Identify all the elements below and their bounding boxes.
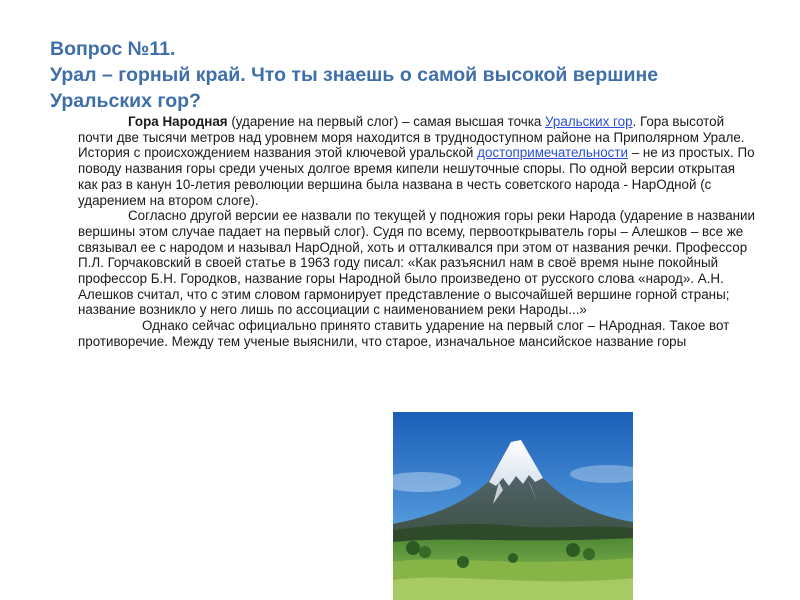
title-line-1: Вопрос №11. [50,38,176,60]
paragraph-3-text: Однако сейчас официально принято ставить ударение на первый слог – НАродная. Такое вот противоречие. Между тем ученые выяснили, что старое, изначальное мансийское название горы [78,318,730,349]
paragraph-1 [78,114,758,208]
link-landmark[interactable]: достопримечательности [477,145,628,161]
paragraph-2 [78,208,758,318]
title-line-2: Урал – горный край. Что ты знаешь о самой высокой вершине [50,64,659,86]
mountain-name: Гора Народная [128,114,228,129]
paragraph-1-text-b: . Гора высотой почти две тысячи метров над уровнем моря находится в труднодоступном районе на Приполярном Урале. История с происхождением названия этой ключевой уральской [78,114,745,161]
slide-title [50,36,770,114]
link-ural-mountains[interactable]: Уральских гор [545,114,633,129]
snow-capped-mountain-photo [393,412,633,600]
paragraph-3 [78,318,758,349]
body-text [78,114,758,350]
paragraph-2-text: Согласно другой версии ее назвали по текущей у подножия горы реки Народа (ударение в названии вершины этом случае падает на первый слог). Судя по всему, первооткрыватель горы – Алешков – все же связывал ее с народом и называл НарОдной, хоть и отталкивался при этом от названия речки. Профессор П.Л. Горчаковский в своей статье в 1963 году писал: «Как разъяснил нам в своё время ныне покойный профессор Б.Н. Городков, название горы Народной было произведено от русского слова «народ». А.Н. Алешков считал, что с этим словом гармонирует представление о высочайшей вершине горной страны; название возникло у него лишь по ассоциации с наименованием реки Народы...» [78,208,755,318]
paragraph-1-text-c: – не из простых. По поводу названия горы среди ученых долгое время кипели нешуточные споры. По одной версии открытая как раз в канун 10-летия революции вершина была названа в честь советского народа - НарОдной (с ударением на втором слоге). [78,145,755,208]
paragraph-1-text-a: (ударение на первый слог) – самая высшая точка [227,114,546,129]
title-line-3: Уральских гор? [50,90,201,112]
